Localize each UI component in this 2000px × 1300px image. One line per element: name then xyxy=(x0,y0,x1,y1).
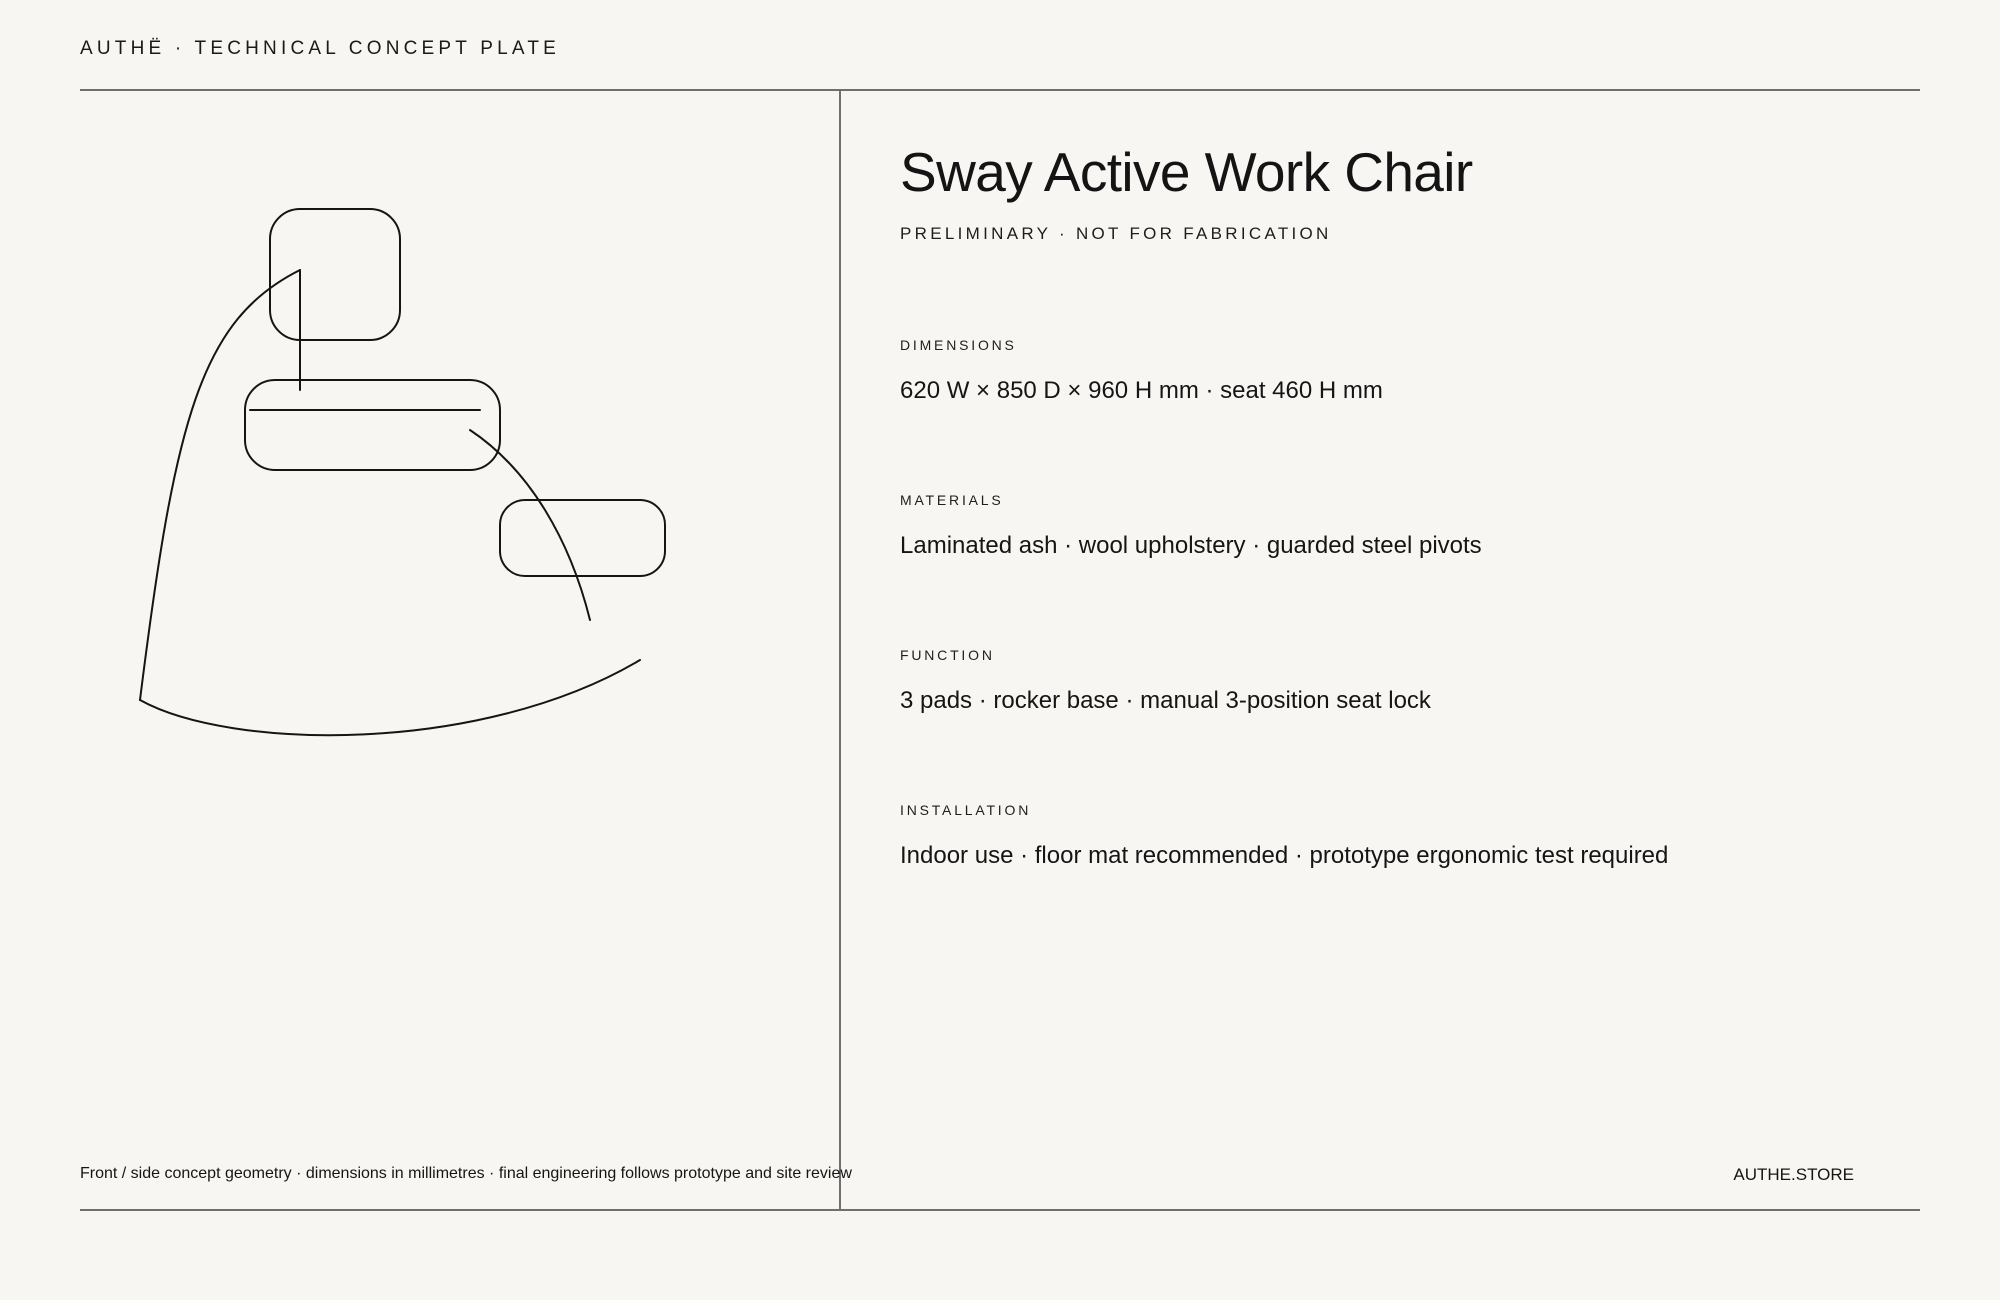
product-status: PRELIMINARY · NOT FOR FABRICATION xyxy=(900,224,1332,243)
spec-label: FUNCTION xyxy=(900,647,995,663)
spec-value: 3 pads · rocker base · manual 3-position seat lock xyxy=(900,687,1431,714)
chair-line-art xyxy=(120,190,680,750)
frame-curve-line xyxy=(140,270,300,700)
spec-label: MATERIALS xyxy=(900,492,1004,508)
seat-pad-shape xyxy=(245,380,500,470)
spec-value: 620 W × 850 D × 960 H mm · seat 460 H mm xyxy=(900,377,1383,404)
brand-title: AUTHË · TECHNICAL CONCEPT PLATE xyxy=(80,38,561,59)
footer-note: Front / side concept geometry · dimensions in millimetres · final engineering follows prototype and site review xyxy=(80,1165,852,1182)
spec-value: Laminated ash · wool upholstery · guarded steel pivots xyxy=(900,532,1482,559)
spec-installation xyxy=(900,802,1900,871)
product-title: Sway Active Work Chair xyxy=(900,141,1473,203)
footer-site: AUTHE.STORE xyxy=(1733,1165,1854,1184)
spec-label: DIMENSIONS xyxy=(900,337,1017,353)
spec-materials xyxy=(900,492,1900,561)
spec-dimensions xyxy=(900,337,1900,406)
rocker-base-line xyxy=(140,660,640,735)
bottom-divider xyxy=(80,1209,1920,1211)
front-leg-curve-line xyxy=(470,430,590,620)
vertical-divider xyxy=(839,89,841,1211)
spec-label: INSTALLATION xyxy=(900,802,1032,818)
chair-concept-drawing xyxy=(120,190,680,750)
spec-value: Indoor use · floor mat recommended · prototype ergonomic test required xyxy=(900,842,1669,869)
footrest-pad-shape xyxy=(500,500,665,576)
top-divider xyxy=(80,89,1920,91)
spec-function xyxy=(900,647,1900,716)
